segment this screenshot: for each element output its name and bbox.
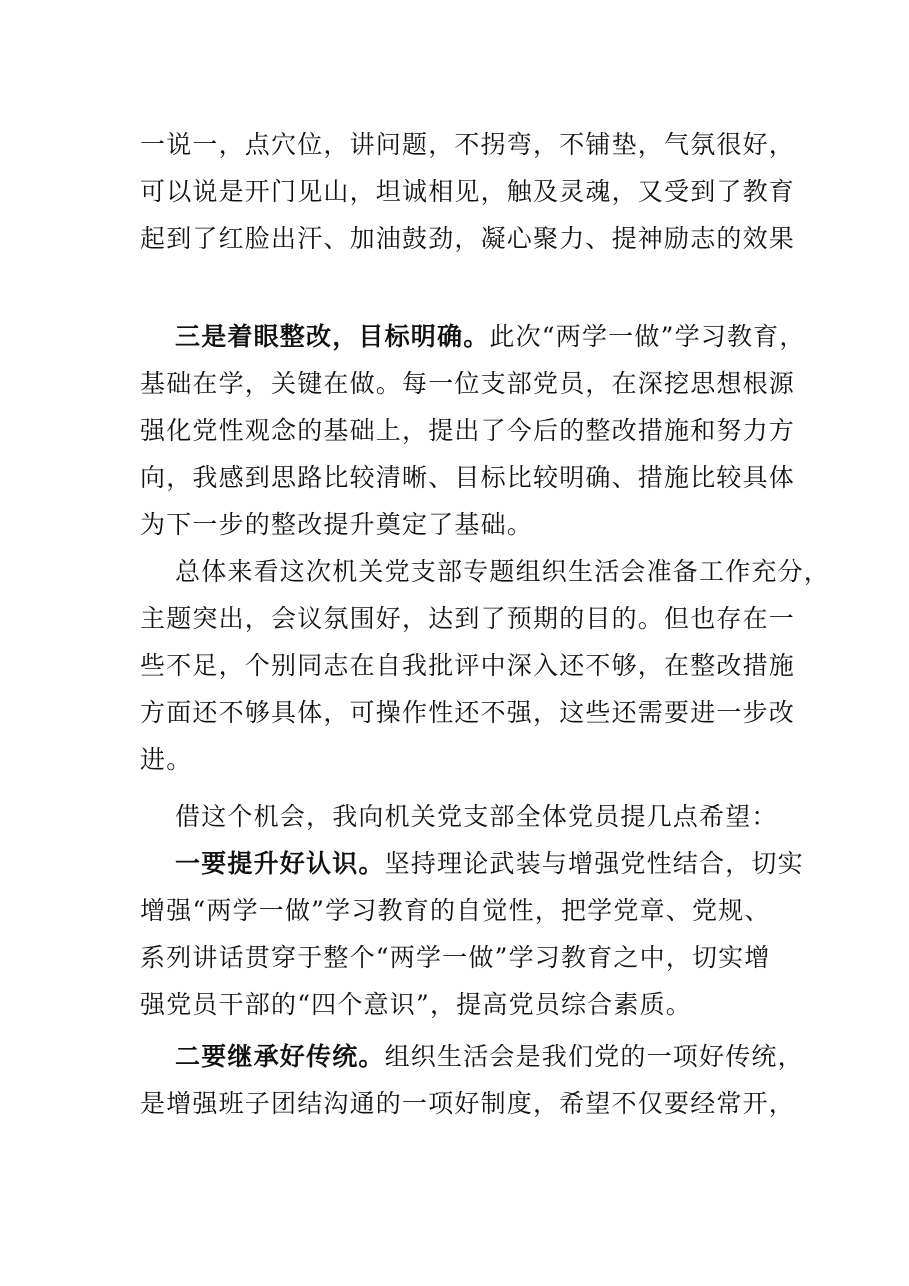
paragraph-heading: 二要继承好传统。: [175, 1042, 385, 1071]
text-line: 为下一步的整改提升奠定了基础。: [140, 510, 534, 539]
text-line: 基础在学，关键在做。每一位支部党员，在深挖思想根源: [140, 369, 796, 398]
text-line: 方面还不够具体，可操作性还不强，这些还需要进一步改: [140, 698, 796, 727]
text-line: 强党员干部的“四个意识”，提高党员综合素质。: [140, 990, 692, 1019]
text-line: 系列讲话贯穿于整个“两学一做”学习教育之中，切实增: [140, 943, 771, 972]
text-line: 主题突出，会议氛围好，达到了预期的目的。但也存在一: [140, 604, 796, 633]
text-line: 向，我感到思路比较清晰、目标比较明确、措施比较具体: [140, 463, 796, 492]
text-line: 是增强班子团结沟通的一项好制度，希望不仅要经常开，: [140, 1089, 796, 1118]
text-line: 可以说是开门见山，坦诚相见，触及灵魂，又受到了教育: [140, 177, 796, 206]
text-line: 起到了红脸出汗、加油鼓劲，凝心聚力、提神励志的效果: [140, 224, 796, 253]
text-line: 进。: [140, 745, 193, 774]
text-line: 总体来看这次机关党支部专题组织生活会准备工作充分，: [175, 557, 831, 586]
text-line: 些不足，个别同志在自我批评中深入还不够，在整改措施: [140, 651, 796, 680]
paragraph-heading: 三是着眼整改，目标明确。: [175, 322, 490, 351]
paragraph-heading-line: 一要提升好认识。坚持理论武装与增强党性结合，切实: [175, 849, 804, 878]
text-line: 增强“两学一做”学习教育的自觉性，把学党章、党规、: [140, 896, 771, 925]
text-line: 借这个机会，我向机关党支部全体党员提几点希望：: [175, 802, 778, 831]
paragraph-heading: 一要提升好认识。: [175, 849, 385, 878]
text-line: 强化党性观念的基础上，提出了今后的整改措施和努力方: [140, 416, 796, 445]
paragraph-heading-line: 三是着眼整改，目标明确。此次“两学一做”学习教育，: [175, 322, 806, 351]
text-line: 一说一，点穴位，讲问题，不拐弯，不铺垫，气氛很好，: [140, 130, 796, 159]
paragraph-heading-line: 二要继承好传统。组织生活会是我们党的一项好传统，: [175, 1042, 804, 1071]
